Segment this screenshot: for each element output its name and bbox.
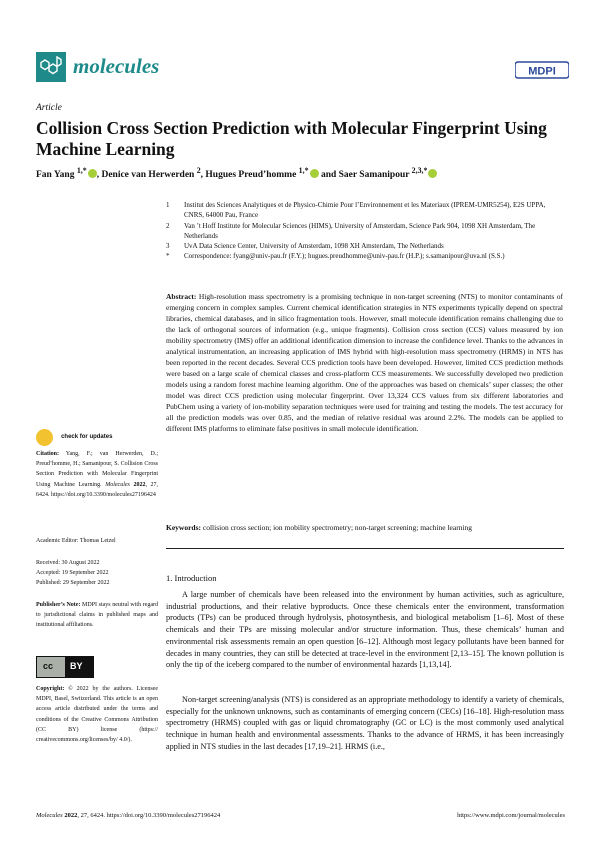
received-date: Received: 30 August 2022 [36, 560, 100, 566]
copyright-text: © 2022 by the authors. Licensee MDPI, Basel, Switzerland. This article is an open access article distributed under the terms and conditions of the Creative Commons Attribution (CC BY) license (https:// creativecommons.org/licenses/by/ 4.0/). [36, 686, 159, 744]
author-list: Fan Yang $^{1,*}$ , Denice van Herwerden $^2$, Hugues Preud’homme $^{1,*}$ and Saer Samanipour $^{2,3,*}$ [36, 166, 437, 180]
author-name[interactable]: Hugues Preud’homme [205, 170, 297, 181]
section-title: 1. Introduction [166, 573, 217, 583]
cc-by-license-icon[interactable] [36, 656, 94, 678]
check-for-updates-button[interactable] [36, 427, 116, 446]
divider [166, 548, 564, 549]
footer-citation [36, 812, 220, 819]
affiliation-text: Van ’t Hoff Institute for Molecular Sciences (HIMS), University of Amsterdam, Science Park 904, 1098 XH Amsterdam, The Netherlands [184, 221, 536, 240]
journal-name[interactable]: molecules [73, 54, 160, 78]
copyright-block [36, 684, 158, 745]
mdpi-logo-text: MDPI [528, 65, 556, 78]
citation-year: 2022 [133, 481, 146, 488]
author-sup: 1,* [298, 166, 309, 175]
affiliation-row [166, 241, 566, 251]
abstract-label: Abstract: [166, 292, 197, 301]
published-date: Published: 29 September 2022 [36, 580, 110, 587]
affiliation-number: 3 [166, 242, 170, 251]
orcid-icon[interactable] [88, 169, 97, 178]
academic-editor: Academic Editor: Thomas Letzel [36, 538, 116, 544]
publisher-note-label: Publisher’s Note: [36, 602, 81, 608]
affiliation-row [166, 251, 566, 261]
copyright-label: Copyright: [36, 686, 65, 692]
keywords-label: Keywords: [166, 523, 201, 532]
orcid-icon[interactable] [310, 169, 319, 178]
keywords [166, 522, 566, 533]
accepted-date: Accepted: 19 September 2022 [36, 570, 109, 577]
affiliations [166, 200, 566, 262]
paragraph: A large number of chemicals have been released into the environment by human activities, such as agriculture, industrial productions, and their relative byproducts. Once these chemicals enter the environment, transformation products (TPs) can be produced through hydrolysis, photosynthesis, and biological metabolism [1–6]. Most of these chemicals and their TPs are missing molecular and/or structure information. Thus, these chemicals’ human and environmental risk assessments remain an open question [6–12]. Although most legacy pollutants have been banned for decades in many countries, they can still be detected at trace-level in the environment [2,13–15]. The known pollution is only the tip of the iceberg compared to the number of environmental hazards [1,13,14]. [166, 590, 564, 670]
author-name[interactable]: Denice van Herwerden [101, 170, 195, 181]
footer-journal: Molecules [36, 812, 63, 819]
page-title: Collision Cross Section Prediction with Molecular Fingerprint Using Machine Learning [36, 118, 547, 159]
citation-block [36, 449, 158, 500]
citation-doi[interactable]: , 27, 6424. https://doi.org/10.3390/molecules27196424 [36, 481, 159, 498]
check-updates-icon [36, 429, 53, 446]
publisher-note-text: MDPI stays neutral with regard to jurisdictional claims in published maps and institutional affiliations. [36, 602, 158, 629]
author-sup: 1,* [76, 166, 87, 175]
citation-text: Yang, F.; van Herwerden, D.; Preud’homme, H.; Samanipour, S. Collision Cross Section Prediction with Molecular Fingerprint Using Machine Learning. [36, 451, 159, 488]
citation-label: Citation: [36, 451, 59, 457]
affiliation-number: 2 [166, 221, 170, 230]
affiliation-number: * [166, 252, 170, 261]
orcid-icon[interactable] [428, 169, 437, 178]
author-sup: 2,3,* [411, 166, 428, 175]
author-name[interactable]: Fan Yang [36, 170, 75, 181]
affiliation-text: Institut des Sciences Analytiques et de Physico-Chimie Pour l’Environnement et les Materiaux (IPREM-UMR5254), E2S UPPA, CNRS, 64000 Pau, France [184, 201, 546, 220]
footer-doi[interactable]: , 27, 6424. https://doi.org/10.3390/molecules27196424 [77, 812, 221, 819]
correspondence-text[interactable]: Correspondence: fyang@univ-pau.fr (F.Y.); hugues.preudhomme@univ-pau.fr (H.P.); s.samanipour@uva.nl (S.S.) [184, 252, 505, 261]
mdpi-logo-icon[interactable] [515, 60, 569, 80]
check-updates-label: check for updates [61, 434, 113, 440]
affiliation-text: UvA Data Science Center, University of Amsterdam, 1098 XH Amsterdam, The Netherlands [184, 242, 444, 251]
cc-by-label: BY [70, 661, 83, 671]
footer-year: 2022 [64, 812, 78, 819]
citation-journal: Molecules [105, 481, 130, 488]
affiliation-row [166, 221, 566, 242]
keywords-text: collision cross section; ion mobility spectrometry; non-target screening; machine learning [202, 523, 473, 532]
dates-block [36, 558, 158, 589]
author-sup: 2 [196, 166, 201, 175]
abstract [166, 291, 563, 434]
author-name[interactable]: Saer Samanipour [338, 170, 410, 181]
publisher-note [36, 600, 158, 631]
footer-url[interactable]: https://www.mdpi.com/journal/molecules [457, 812, 565, 819]
journal-logo-icon [36, 52, 66, 82]
paragraph: Non-target screening/analysis (NTS) is considered as an appropriate methodology to identify a variety of chemicals, especially for the unknown unknowns, such as contaminants of emerging concern (CECs) [16–18]. High-resolution mass spectrometry (HRMS) coupled with gas or liquid chromatography (GC or LC) is the most commonly used analytical technique in human health and environmental assessments. Thanks to the advance of HRMS, it has been increasingly applied in NTS studies in the last decades [17,19–21]. HRMS (i.e., [166, 695, 564, 751]
cc-label: cc [43, 661, 54, 671]
article-type: Article [36, 103, 62, 113]
affiliation-row [166, 200, 566, 221]
abstract-text: High-resolution mass spectrometry is a promising technique in non-target screening (NTS) to monitor contaminants of emerging concern in complex samples. Current chemical identification strategies in NTS experiments typically depend on spectral libraries, chemical databases, and in silico fragmentation tools. However, small molecule identification remains challenging due to the lack of orthogonal sources of information (e.g., unique fragments). Collision cross section (CCS) values measured by ion mobility spectrometry (IMS) offer an additional identification dimension to increase the confidence level. Thanks to the advances in analytical instrumentation, an increasing application of IMS hybrid with high-resolution mass spectrometry (HRMS) in NTS has been reported in the recent decades. Several CCS prediction tools have been developed. However, limited CCS prediction methods were based on a large scale of chemical classes and cross-platform CCS measurements. We successfully developed two prediction models using a random forest machine learning algorithm. One of the approaches was based on chemicals’ super classes; the other model was direct CCS prediction using molecular fingerprint. Over 13,324 CCS values from six different laboratories and PubChem using a variety of ion-mobility separation techniques were used for training and testing the models. The test accuracy for all the prediction models was over 0.85, and the median of relative residual was around 2.2%. The models can be applied to different IMS platforms to eliminate false positives in small molecule identification. [166, 292, 563, 433]
affiliation-number: 1 [166, 201, 170, 209]
